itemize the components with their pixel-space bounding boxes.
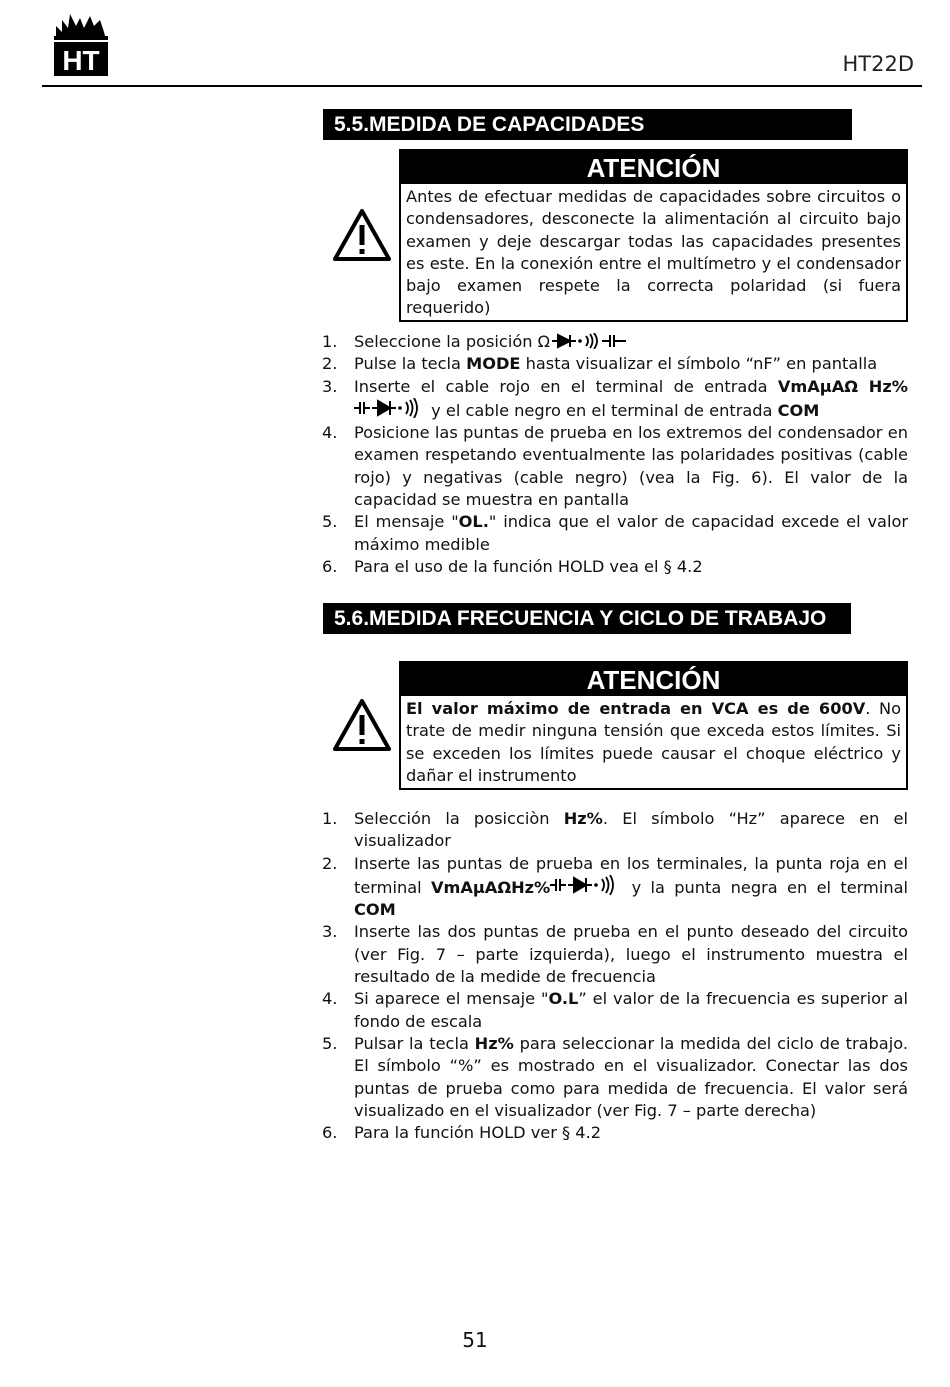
step-number: 1.: [322, 332, 338, 351]
step-number: 2.: [322, 354, 338, 374]
list-item: [322, 853, 908, 922]
step-text: Para la función HOLD ver § 4.2: [354, 1123, 602, 1143]
step-text: hasta visualizar el símbolo “nF” en pantalla: [520, 354, 878, 374]
step-text: Inserte las dos puntas de prueba en el punto deseado del circuito (ver Fig. 7 – parte izquierda), luego el instrumento muestra el resultado de la medide de frecuencia: [354, 922, 908, 987]
step-text: Pulsar la tecla: [354, 1033, 475, 1053]
message-label: O.L: [548, 989, 579, 1009]
step-text: El mensaje ": [354, 512, 459, 532]
step-number: 6.: [322, 556, 338, 576]
step-number: 4.: [322, 423, 338, 443]
steps-frecuencia: [322, 808, 908, 1144]
step-text: y la punta negra en el terminal: [622, 877, 908, 897]
warning-box-frecuencia: [399, 661, 908, 790]
step-number: 1.: [322, 809, 338, 828]
step-text: Selección la posicciòn: [354, 809, 564, 828]
terminal-symbols-icon: [354, 398, 426, 418]
header-divider: [42, 85, 922, 87]
message-label: OL.: [458, 512, 489, 532]
list-item: [322, 511, 908, 556]
terminal-symbols-icon: [550, 875, 622, 895]
key-label: Hz%: [563, 809, 603, 828]
step-number: 5.: [322, 512, 338, 532]
warning-triangle-icon: [331, 697, 393, 753]
step-number: 4.: [322, 989, 338, 1009]
step-number: 3.: [322, 922, 338, 942]
terminal-label: VmAμAΩHz%: [430, 877, 551, 897]
list-item: [322, 1033, 908, 1122]
step-text: " indica que el valor de capacidad excede el valor máximo medible: [354, 512, 908, 554]
step-text: Inserte el cable rojo en el terminal de entrada: [354, 376, 778, 396]
step-text: Para el uso de la función HOLD vea el § 4.2: [354, 556, 703, 576]
list-item: [322, 921, 908, 988]
terminal-label: COM: [777, 400, 820, 420]
warning-title: ATENCIÓN: [401, 663, 906, 696]
warning-body-text: . No trate de medir ninguna tensión que exceda estos límites. Si se exceden los límites puede causar el choque eléctrico y dañar el instrumento: [406, 699, 901, 785]
warning-triangle-icon: [331, 207, 393, 263]
step-text: Pulse la tecla: [354, 354, 467, 374]
terminal-label: COM: [354, 900, 396, 920]
step-number: 6.: [322, 1123, 338, 1143]
step-text: Seleccione la posición Ω: [354, 332, 551, 351]
list-item: [322, 988, 908, 1033]
list-item: [322, 353, 908, 375]
key-label: Hz%: [474, 1033, 514, 1053]
step-text: Inserte las puntas de prueba en los terminales, la punta roja en el terminal: [354, 853, 908, 897]
step-text: para seleccionar la medida del ciclo de trabajo. El símbolo “%” es mostrado en el visualizador. Conectar las dos puntas de prueba como para medida de frecuencia. El valor será visualizado en el visualizador (ver Fig. 7 – parte derecha): [354, 1033, 908, 1120]
list-item: [322, 808, 908, 853]
section-title-frecuencia: 5.6.MEDIDA FRECUENCIA Y CICLO DE TRABAJO: [323, 603, 851, 634]
list-item: [322, 1122, 908, 1144]
warning-text: [401, 696, 906, 787]
step-number: 2.: [322, 853, 338, 873]
warning-title: ATENCIÓN: [401, 151, 906, 184]
step-text: Posicione las puntas de prueba en los extremos del condensador en examen respetando eventualmente las polaridades positivas (cable rojo) y negativas (cable negro) (vea la Fig. 6). El valor de la capacidad se muestra en pantalla: [354, 423, 908, 510]
svg-text:HT: HT: [62, 45, 100, 76]
step-text: ” el valor de la frecuencia es superior al fondo de escala: [354, 989, 908, 1031]
steps-capacidades: [322, 331, 908, 578]
list-item: [322, 422, 908, 511]
step-text: y el cable negro en el terminal de entrada: [426, 400, 778, 420]
step-text: . El símbolo “Hz” aparece en el visualizador: [354, 809, 909, 851]
step-number: 3.: [322, 376, 338, 396]
list-item: [322, 376, 908, 423]
list-item: [322, 331, 908, 353]
section-title-capacidades: 5.5.MEDIDA DE CAPACIDADES: [323, 109, 852, 140]
function-symbols-icon: [550, 333, 632, 349]
step-number: 5.: [322, 1033, 338, 1053]
warning-text: Antes de efectuar medidas de capacidades sobre circuitos o condensadores, desconecte la alimentación al circuito bajo examen y deje descargar todas las capacidades presentes es este. En la conexión entre el multímetro y el condensador bajo examen respete la correcta polaridad (si fuera requerido): [406, 187, 901, 318]
ht-logo: [50, 10, 112, 78]
warning-box-capacidades: [399, 149, 908, 322]
terminal-label: VmAμAΩ Hz%: [777, 376, 908, 396]
step-text: Si aparece el mensaje ": [354, 989, 549, 1009]
model-name: HT22D: [842, 52, 914, 76]
list-item: [322, 556, 908, 578]
key-label: MODE: [466, 354, 521, 374]
page-number: 51: [462, 1328, 488, 1352]
warning-bold-text: El valor máximo de entrada en VCA es de 600V: [406, 699, 866, 718]
